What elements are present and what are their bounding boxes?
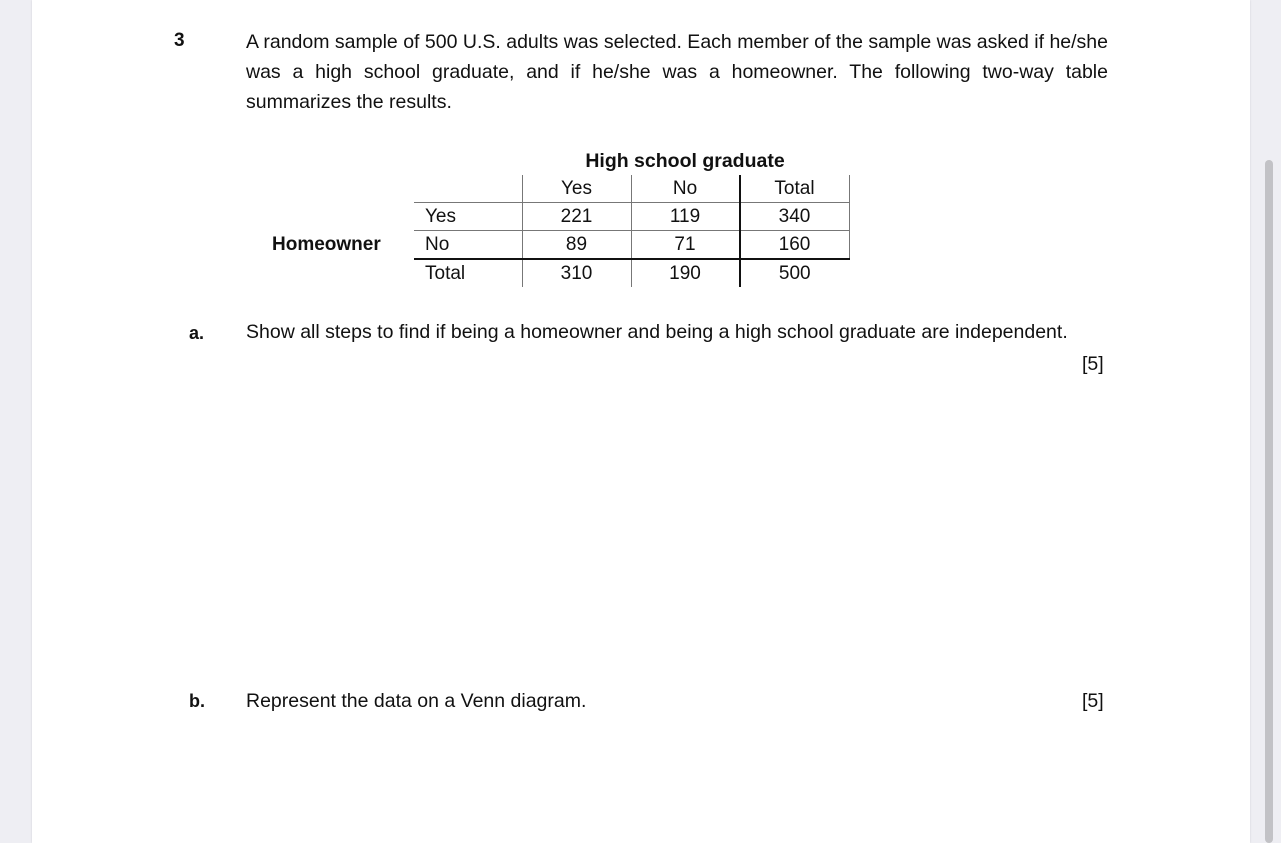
vertical-scrollbar[interactable] xyxy=(1262,0,1274,843)
table-cell: Yes xyxy=(522,175,631,203)
table-cell xyxy=(414,175,522,203)
table-cell: 190 xyxy=(631,259,740,287)
table-cell: No xyxy=(631,175,740,203)
question-number: 3 xyxy=(174,30,185,51)
table-header-row xyxy=(414,175,849,203)
table-row xyxy=(414,203,849,231)
table-cell: Total xyxy=(740,175,850,203)
part-a-marks: [5] xyxy=(1082,353,1104,375)
table-cell: No xyxy=(414,231,522,260)
scrollbar-thumb[interactable] xyxy=(1265,160,1273,843)
table-cell: Yes xyxy=(414,203,522,231)
table-row xyxy=(414,259,849,287)
table-cell: 221 xyxy=(522,203,631,231)
table-row xyxy=(414,231,849,260)
table-cell: 160 xyxy=(740,231,850,260)
table-cell: 310 xyxy=(522,259,631,287)
table-row-title: Homeowner xyxy=(272,234,381,255)
document-page xyxy=(32,0,1250,843)
table-column-title: High school graduate xyxy=(585,150,785,172)
part-b-text: Represent the data on a Venn diagram. xyxy=(246,690,587,712)
part-b-marks: [5] xyxy=(1082,690,1104,712)
part-b-label: b. xyxy=(189,691,205,711)
part-a-label: a. xyxy=(189,323,205,343)
table-cell: 89 xyxy=(522,231,631,260)
table-cell: 119 xyxy=(631,203,740,231)
two-way-table xyxy=(414,175,850,287)
table-cell: 71 xyxy=(631,231,740,260)
question-text: A random sample of 500 U.S. adults was selected. Each member of the sample was asked if he/she was a high school graduate, and if he/she was a homeowner. The following two-way table summarizes the results. xyxy=(246,31,1108,113)
table-cell: 500 xyxy=(778,263,811,284)
table-cell: 340 xyxy=(740,203,850,231)
part-a-text: Show all steps to find if being a homeowner and being a high school graduate are independent. xyxy=(246,321,1068,343)
table-cell: Total xyxy=(414,259,522,287)
